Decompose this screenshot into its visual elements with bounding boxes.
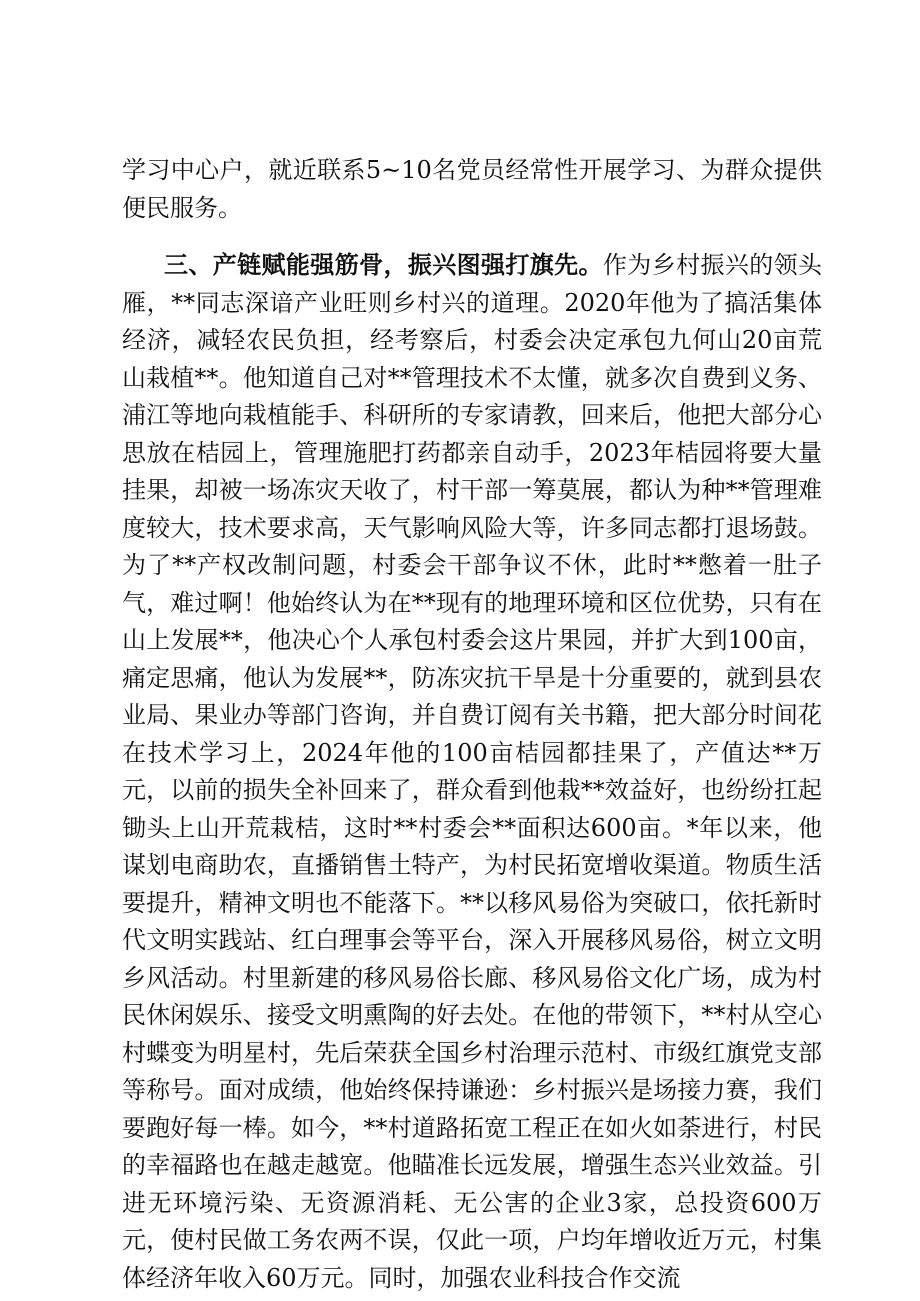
paragraph-continued (122, 152, 822, 227)
document-body (122, 152, 822, 1297)
paragraph-text: 学习中心户，就近联系5~10名党员经常性开展学习、为群众提供便民服务。 (122, 156, 822, 222)
paragraph-section-three (122, 246, 822, 1297)
section-heading: 三、产链赋能强筋骨，振兴图强打旗先。 (164, 250, 603, 279)
paragraph-text: 作为乡村振兴的领头雁，**同志深谙产业旺则乡村兴的道理。2020年他为了搞活集体经济，减轻农民负担，经考察后，村委会决定承包九何山20亩荒山栽植**。他知道自己对**管理技术不太懂，就多次自费到义务、浦江等地向栽植能手、科研所的专家请教，回来后，他把大部分心思放在桔园上，管理施肥打药都亲自动手，2023年桔园将要大量挂果，却被一场冻灾天收了，村干部一筹莫展，都认为种**管理难度较大，技术要求高，天气影响风险大等，许多同志都打退场鼓。为了**产权改制问题，村委会干部争议不休，此时**憋着一肚子气，难过啊！他始终认为在**现有的地理环境和区位优势，只有在山上发展**，他决心个人承包村委会这片果园，并扩大到100亩，痛定思痛，他认为发展**，防冻灾抗干旱是十分重要的，就到县农业局、果业办等部门咨询，并自费订阅有关书籍，把大部分时间花在技术学习上，2024年他的100亩桔园都挂果了，产值达**万元，以前的损失全补回来了，群众看到他栽**效益好，也纷纷扛起锄头上山开荒栽桔，这时**村委会**面积达600亩。*年以来，他谋划电商助农，直播销售土特产，为村民拓宽增收渠道。物质生活要提升，精神文明也不能落下。**以移风易俗为突破口，依托新时代文明实践站、红白理事会等平台，深入开展移风易俗，树立文明乡风活动。村里新建的移风易俗长廊、移风易俗文化广场，成为村民休闲娱乐、接受文明熏陶的好去处。在他的带领下，**村从空心村蝶变为明星村，先后荣获全国乡村治理示范村、市级红旗党支部等称号。面对成绩，他始终保持谦逊：乡村振兴是场接力赛，我们要跑好每一棒。如今，**村道路拓宽工程正在如火如荼进行，村民的幸福路也在越走越宽。他瞄准长远发展，增强生态兴业效益。引进无环境污染、无资源消耗、无公害的企业3家，总投资600万元，使村民做工务农两不误，仅此一项，户均年增收近万元，村集体经济年收入60万元。同时，加强农业科技合作交流 (122, 251, 822, 1292)
